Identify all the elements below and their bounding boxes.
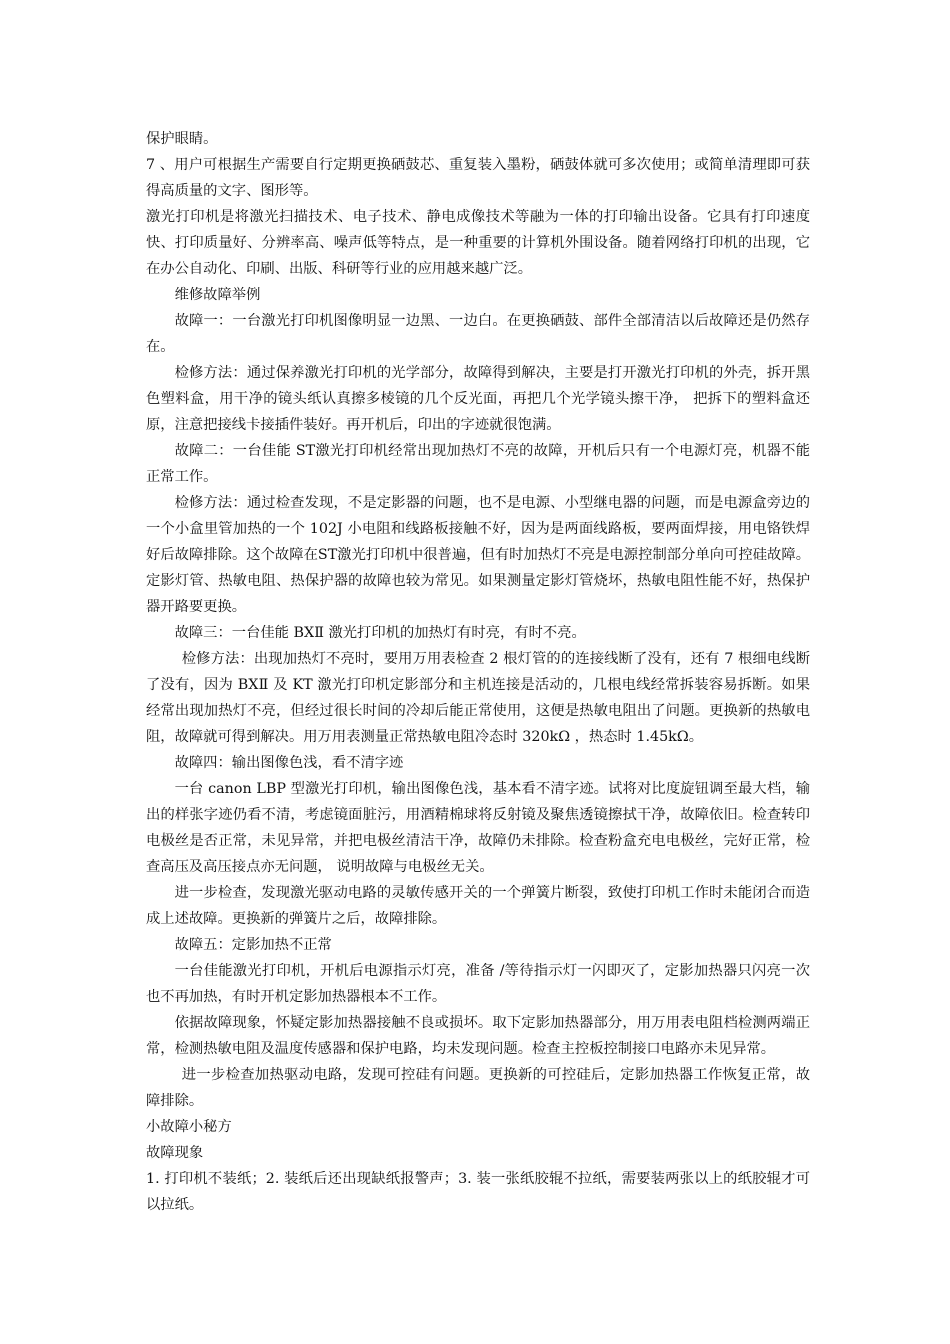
fault-4-title: 故障四：输出图像色浅，看不清字迹 (174, 755, 404, 771)
document-body (146, 126, 810, 1218)
fault-5-description: 一台佳能激光打印机，开机后电源指示灯亮，准备 /等待指示灯一闪即灭了，定影加热器只闪亮一次也不再加热，有时开机定影加热器根本不工作。 (146, 963, 810, 1005)
fault-3-description: 故障三：一台佳能 BXⅡ 激光打印机的加热灯有时亮，有时不亮。 (174, 625, 586, 641)
paragraph-1: 保护眼睛。 (146, 131, 218, 147)
section-heading-repair-examples: 维修故障举例 (174, 287, 261, 303)
fault-4-resolution: 进一步检查，发现激光驱动电路的灵敏传感开关的一个弹簧片断裂，致使打印机工作时未能闭合而造成上述故障。更换新的弹簧片之后，故障排除。 (146, 885, 810, 927)
fault-4-description: 一台 canon LBP 型激光打印机，输出图像色浅，基本看不清字迹。试将对比度旋钮调至最大档，输出的样张字迹仍看不清，考虑镜面脏污，用酒精棉球将反射镜及聚焦透镜擦拭干净，故障依旧。检查转印电极丝是否正常，未见异常，并把电极丝清洁干净，故障仍未排除。检查粉盒充电电极丝，完好正常，检查高压及高压接点亦无问题， 说明故障与电极丝无关。 (146, 781, 810, 875)
fault-2-description: 故障二：一台佳能 ST激光打印机经常出现加热灯不亮的故障，开机后只有一个电源灯亮，机器不能正常工作。 (146, 443, 810, 485)
paragraph-3: 激光打印机是将激光扫描技术、电子技术、静电成像技术等融为一体的打印输出设备。它具有打印速度快、打印质量好、分辨率高、噪声低等特点，是一种重要的计算机外围设备。随着网络打印机的出现，它在办公自动化、印刷、出版、科研等行业的应用越来越广泛。 (146, 209, 810, 277)
fault-2-repair: 检修方法：通过检查发现，不是定影器的问题，也不是电源、小型继电器的问题，而是电源盒旁边的一个小盒里管加热的一个 102J 小电阻和线路板接触不好，因为是两面线路板，要两面焊接，用电铬铁焊好后故障排除。这个故障在ST激光打印机中很普遍，但有时加热灯不亮是电源控制部分单向可控硅故障。定影灯管、热敏电阻、热保护器的故障也较为常见。如果测量定影灯管烧坏，热敏电阻性能不好，热保护器开路要更换。 (146, 495, 810, 615)
fault-5-title: 故障五：定影加热不正常 (174, 937, 332, 953)
fault-3-repair: 检修方法：出现加热灯不亮时，要用万用表检查 2 根灯管的的连接线断了没有，还有 7 根细电线断了没有，因为 BXⅡ 及 KT 激光打印机定影部分和主机连接是活动的，几根电线经常拆装容易拆断。如果经常出现加热灯不亮，但经过很长时间的冷却后能正常使用，这便是热敏电阻出了问题。更换新的热敏电阻，故障就可得到解决。用万用表测量正常热敏电阻冷态时 320kΩ ，热态时 1.45kΩ。 (146, 651, 810, 745)
fault-1-repair: 检修方法：通过保养激光打印机的光学部分，故障得到解决，主要是打开激光打印机的外壳，拆开黑色塑料盒，用干净的镜头纸认真擦多棱镜的几个反光面，再把几个光学镜头擦干净， 把拆下的塑料盒还原，注意把接线卡接插件装好。再开机后，印出的字迹就很饱满。 (146, 365, 810, 433)
section-heading-tips: 小故障小秘方 (146, 1119, 232, 1135)
fault-1-description: 故障一：一台激光打印机图像明显一边黑、一边白。在更换硒鼓、部件全部清洁以后故障还是仍然存在。 (146, 313, 810, 355)
subheading-symptoms: 故障现象 (146, 1145, 204, 1161)
paragraph-2: 7 、用户可根据生产需要自行定期更换硒鼓芯、重复装入墨粉，硒鼓体就可多次使用；或简单清理即可获得高质量的文字、图形等。 (146, 157, 810, 199)
symptoms-list: 1. 打印机不装纸；2. 装纸后还出现缺纸报警声；3. 装一张纸胶辊不拉纸，需要装两张以上的纸胶辊才可以拉纸。 (146, 1171, 810, 1213)
fault-5-resolution: 进一步检查加热驱动电路，发现可控硅有问题。更换新的可控硅后，定影加热器工作恢复正常，故障排除。 (146, 1067, 810, 1109)
fault-5-diagnosis: 依据故障现象，怀疑定影加热器接触不良或损坏。取下定影加热器部分，用万用表电阻档检测两端正常，检测热敏电阻及温度传感器和保护电路，均未发现问题。检查主控板控制接口电路亦未见异常。 (146, 1015, 810, 1057)
